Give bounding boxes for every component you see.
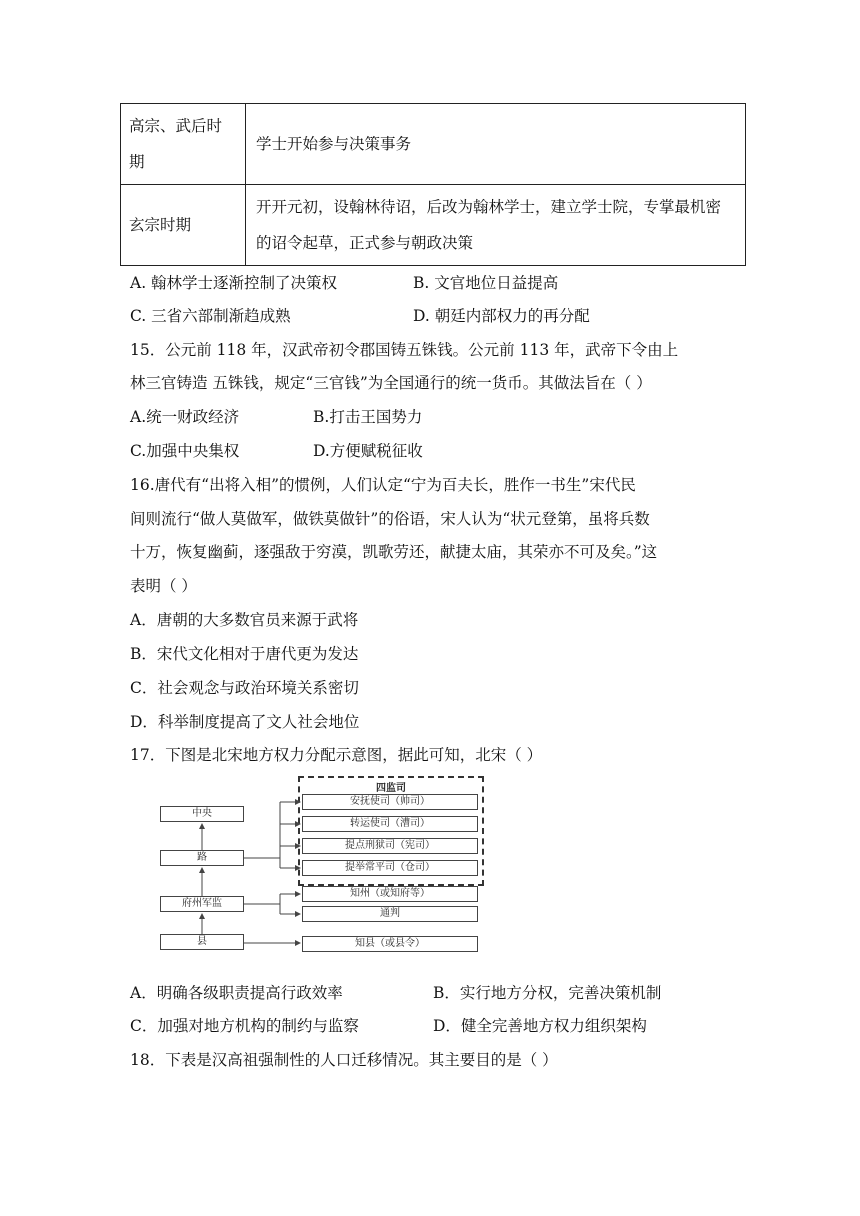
table-cell-content: 学士开始参与决策事务 <box>246 104 746 185</box>
box-tiju: 提举常平司（仓司） <box>302 860 478 876</box>
box-tongpan: 通判 <box>302 906 478 922</box>
power-distribution-diagram <box>160 776 490 960</box>
q15-option-d: D.方便赋税征收 <box>313 442 423 460</box>
box-zhuanyun: 转运使司（漕司） <box>302 816 478 832</box>
q14-option-a: A. 翰林学士逐渐控制了决策权 <box>130 274 338 292</box>
q16-option-c: C．社会观念与政治环境关系密切 <box>130 679 359 697</box>
q15-option-b: B.打击王国势力 <box>313 408 423 426</box>
q17-option-b: B．实行地方分权，完善决策机制 <box>433 984 662 1002</box>
q16-option-a: A．唐朝的大多数官员来源于武将 <box>130 611 359 629</box>
q16-stem-line4: 表明（ ） <box>130 577 197 595</box>
q15-stem-line2: 林三官铸造 五铢钱，规定“三官钱”为全国通行的统一货币。其做法旨在（ ） <box>130 374 652 392</box>
q16-stem-line2: 间则流行“做人莫做军，做铁莫做针”的俗语，宋人认为“状元登第，虽将兵数 <box>130 510 650 528</box>
q16-stem-line3: 十万，恢复幽蓟，逐强敌于穷漠，凯歌劳还，献捷太庙，其荣亦不可及矣。”这 <box>130 543 658 561</box>
q17-option-c: C．加强对地方机构的制约与监察 <box>130 1017 359 1035</box>
table-row <box>121 104 746 185</box>
box-circuit: 路 <box>160 850 244 866</box>
box-central: 中央 <box>160 806 244 822</box>
group-title: 四监司 <box>376 783 406 794</box>
q16-option-b: B．宋代文化相对于唐代更为发达 <box>130 645 359 663</box>
q15-stem-line1: 15．公元前 118 年，汉武帝初令郡国铸五铢钱。公元前 113 年，武帝下令由上 <box>130 341 679 359</box>
q16-stem-line1: 16.唐代有“出将入相”的惯例，人们认定“宁为百夫长，胜作一书生”宋代民 <box>130 476 636 494</box>
box-zhizhou: 知州（或知府等） <box>302 886 478 902</box>
policy-table <box>120 103 746 266</box>
box-prefecture: 府州军监 <box>160 896 244 912</box>
box-anfu: 安抚使司（帅司） <box>302 794 478 810</box>
q14-option-d: D. 朝廷内部权力的再分配 <box>413 307 590 325</box>
table-row <box>121 185 746 266</box>
box-county: 县 <box>160 934 244 950</box>
q15-option-c: C.加强中央集权 <box>130 442 240 460</box>
table-cell-period: 高宗、武后时期 <box>121 104 246 185</box>
q18-stem: 18．下表是汉高祖强制性的人口迁移情况。其主要目的是（ ） <box>130 1051 558 1069</box>
q16-option-d: D．科举制度提高了文人社会地位 <box>130 713 360 731</box>
q17-option-a: A．明确各级职责提高行政效率 <box>130 984 343 1002</box>
q14-option-c: C. 三省六部制渐趋成熟 <box>130 307 291 325</box>
box-zhixian: 知县（或县令） <box>302 936 478 952</box>
box-tidian: 提点刑狱司（宪司） <box>302 838 478 854</box>
q15-option-a: A.统一财政经济 <box>130 408 240 426</box>
diagram-arrows <box>160 776 490 960</box>
table-cell-period: 玄宗时期 <box>121 185 246 266</box>
q17-stem: 17．下图是北宋地方权力分配示意图，据此可知，北宋（ ） <box>130 746 543 764</box>
q14-option-b: B. 文官地位日益提高 <box>413 274 559 292</box>
q17-option-d: D．健全完善地方权力组织架构 <box>433 1017 647 1035</box>
table-cell-content: 开开元初，设翰林待诏，后改为翰林学士，建立学士院，专掌最机密的诏令起草，正式参与朝政决策 <box>246 185 746 266</box>
